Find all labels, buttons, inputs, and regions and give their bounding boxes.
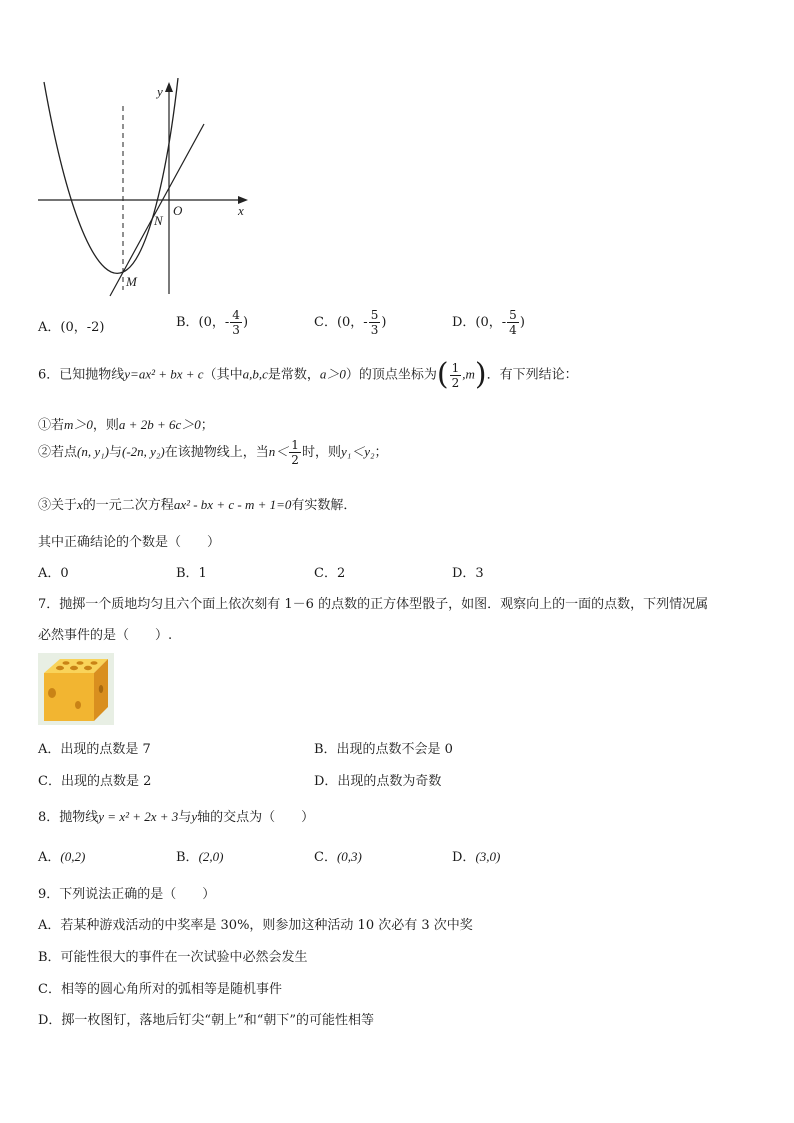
x-label: x [238,203,244,218]
q8-stem-c: 轴的交点为（ ） [197,810,315,825]
q5-option-c[interactable] [314,308,386,337]
q6-c3-x: x [77,497,83,512]
q5-d-fraction [507,308,519,337]
q6-option-a[interactable]: A．0 [38,566,69,581]
q6-conclusion-1 [38,414,214,433]
q6-condition: a＞0 [319,366,346,382]
q6-c2-p2: (-2n, y₂) [121,444,165,459]
q5-b-prefix: B．(0，- [176,315,230,330]
q6-c3-a: ③关于 [38,498,78,513]
q5-c-suffix: ) [381,315,387,330]
origin-label: O [173,203,183,218]
dice-pip [91,661,98,665]
q9-option-a[interactable]: A．若某种游戏活动的中奖率是 30%，则参加这种活动 10 次必有 3 次中奖 [38,918,473,933]
q6-c2-n: n＜ [268,444,289,459]
dice-pip [77,661,84,665]
q6-c1-m: m＞0 [64,417,93,432]
q7-stem-line2: 必然事件的是（ ）. [38,628,173,643]
q6-left-paren: ( [436,357,449,392]
q8-y-var: y [191,809,198,824]
q5-b-fraction [230,308,242,337]
q9-option-c[interactable]: C．相等的圆心角所对的弧相等是随机事件 [38,982,282,997]
q6-right-paren: ) [474,357,487,392]
q7-option-c[interactable]: C．出现的点数是 2 [38,774,152,789]
q6-stem-d: ）的顶点坐标为 [345,367,437,383]
q9-option-b[interactable]: B．可能性很大的事件在一次试验中必然会发生 [38,950,308,965]
q6-parabola-eq: y=ax² + bx + c [124,366,204,382]
q6-c1-b: ，则 [92,418,119,433]
parabola-curve [44,78,178,273]
y-label: y [157,84,163,99]
q6-c2-fraction [289,438,301,467]
q6-c1-a: ①若 [38,418,65,433]
q6-c2-p1: (n, y₁) [77,444,109,459]
q5-d-den: 4 [509,323,517,337]
q6-stem-b: （其中 [203,367,243,383]
q6-vertex-den: 2 [451,375,460,390]
q8-d-value: (3,0) [475,849,501,864]
q8-c-value: (0,3) [336,849,362,864]
q6-c2-y: y₁＜y₂ [340,444,375,459]
q6-option-d[interactable]: D．3 [452,566,484,581]
q6-c2-den: 2 [291,453,299,467]
q6-c2-d: 时，则 [301,445,341,460]
q7-option-d[interactable]: D．出现的点数为奇数 [314,774,442,789]
q6-stem [38,357,578,392]
q5-b-suffix: ) [242,315,249,330]
dice-pip [99,685,103,693]
q5-option-a[interactable] [38,316,104,335]
q8-stem [38,806,314,825]
q6-vertex-fraction [450,361,462,390]
q7-stem-line1: 7．抛掷一个质地均匀且六个面上依次刻有 1－6 的点数的正方体型骰子，如图．观察向上的一面的点数，下列情况属 [38,597,709,612]
q8-a-label: A． [38,850,61,865]
q8-option-b[interactable] [176,846,223,865]
dice-pip [48,688,56,698]
y-axis-arrow [165,82,173,92]
q6-c3-eq: ax² - bx + c - m + 1=0 [173,497,292,512]
q9-option-d[interactable]: D．掷一枚图钉，落地后钉尖“朝上”和“朝下”的可能性相等 [38,1013,375,1028]
q6-option-c[interactable]: C．2 [314,566,346,581]
q6-c2-a: ②若点 [38,445,78,460]
q8-a-value: (0,2) [60,849,86,864]
q6-stem-c: 是常数， [267,367,320,383]
parabola-graph [30,78,260,300]
q6-c1-expr: a + 2b + 6c＞0 [118,417,201,432]
q5-d-suffix: ) [519,315,525,330]
q6-c2-b: 与 [108,445,122,460]
dice-pip [56,666,64,670]
q5-d-prefix: D．(0，- [452,315,507,330]
q6-abc: a,b,c [242,366,268,382]
q5-c-prefix: C．(0，- [314,315,368,330]
dice-pip [75,701,81,709]
q6-c2-c: 在该抛物线上，当 [164,445,269,460]
q5-c-den: 3 [370,323,379,337]
q6-c2-e: ； [374,445,388,460]
q5-b-num: 4 [232,308,240,322]
dice-pip [84,666,92,670]
dice-image [38,653,114,725]
q6-vertex-m: ,m [462,366,475,382]
q7-option-a[interactable]: A．出现的点数是 7 [38,742,151,757]
q6-c1-c: ； [200,418,214,433]
q8-d-label: D． [452,850,476,865]
q9-stem: 9．下列说法正确的是（ ） [38,887,216,902]
q5-b-den: 3 [232,323,240,337]
q8-c-label: C． [314,850,337,865]
q8-parabola-eq: y = x² + 2x + 3 [98,809,179,824]
dice-pip [63,661,70,665]
q8-stem-a: 8．抛物线 [38,810,99,825]
q8-option-c[interactable] [314,846,362,865]
q6-option-b[interactable]: B．1 [176,566,207,581]
q6-conclusion-2 [38,438,388,467]
q6-c3-b: 的一元二次方程 [82,498,174,513]
q5-option-d[interactable] [452,308,525,337]
dice-pip [70,666,78,670]
point-n-label: N [154,213,163,228]
q5-c-fraction [369,308,381,337]
q8-stem-b: 与 [178,810,192,825]
q8-b-label: B． [176,850,199,865]
q6-conclusion-3 [38,494,356,513]
q5-c-num: 5 [370,308,379,322]
q6-c3-c: 有实数解． [291,498,357,513]
q6-c2-num: 1 [291,438,299,452]
q6-vertex-num: 1 [451,360,460,375]
q6-stem-a: 6．已知抛物线 [38,367,125,383]
q5-option-a-text: A．(0，-2) [38,320,105,335]
q7-option-b[interactable]: B．出现的点数不会是 0 [314,742,453,757]
q8-option-a[interactable] [38,846,85,865]
point-m-label: M [126,274,137,289]
straight-line [110,124,204,296]
q6-stem-e: ．有下列结论： [486,367,578,383]
q8-option-d[interactable] [452,846,500,865]
q5-d-num: 5 [509,308,517,322]
q8-b-value: (2,0) [198,849,224,864]
q5-option-b[interactable] [176,308,248,337]
q6-ask: 其中正确结论的个数是（ ） [38,535,221,550]
